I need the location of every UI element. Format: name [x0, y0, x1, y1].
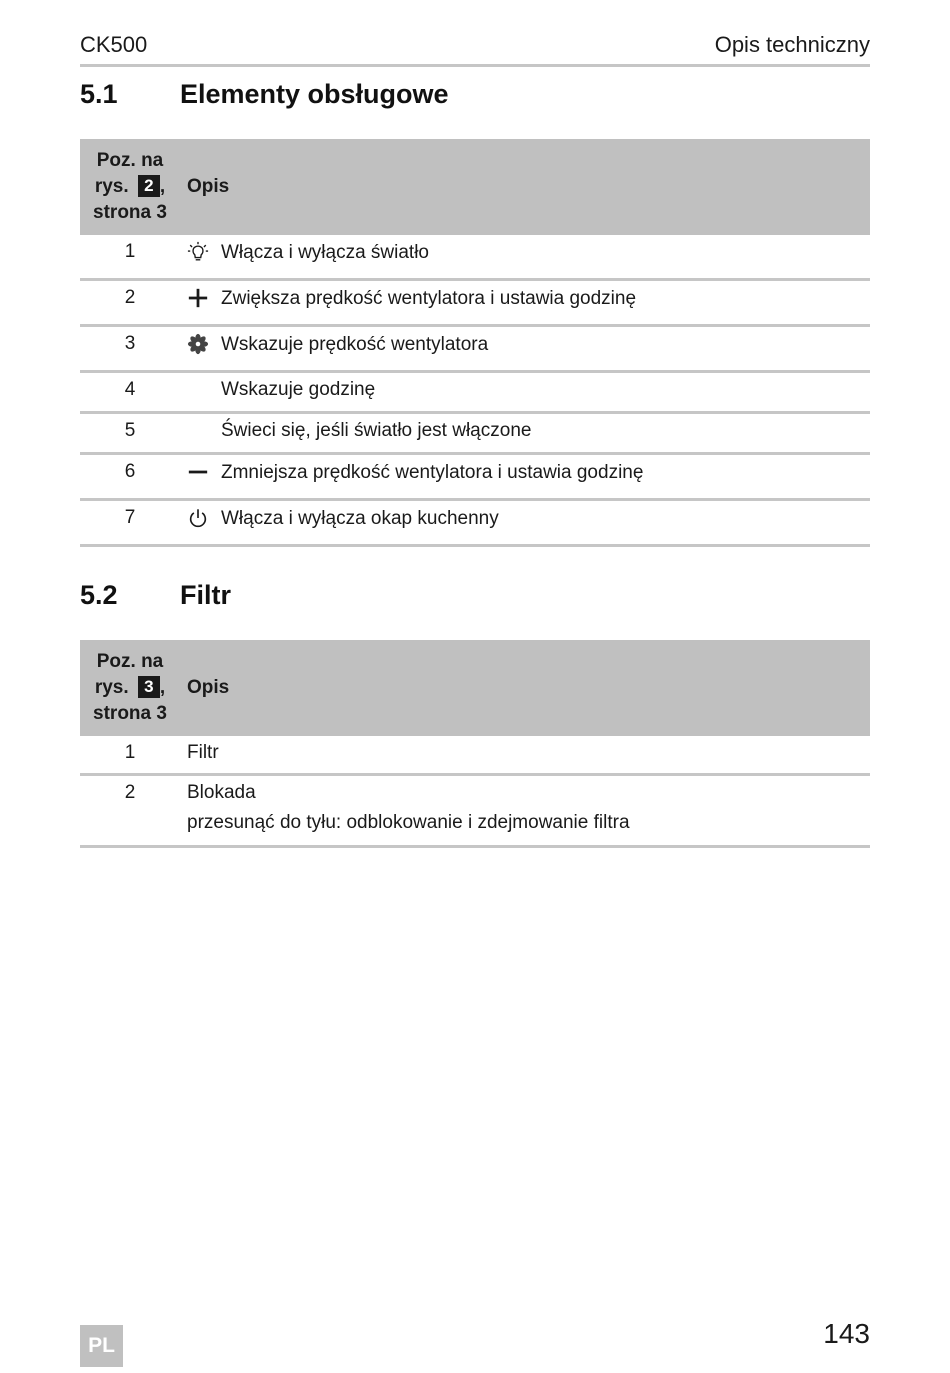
section-title: Filtr: [180, 580, 231, 610]
chapter-title: Opis techniczny: [714, 32, 870, 57]
table-row: [80, 413, 870, 454]
power-icon: [187, 507, 209, 529]
plus-icon: [187, 287, 209, 309]
position-number: 5: [124, 420, 136, 441]
table-header-row: [80, 139, 870, 235]
section-title: Elementy obsługowe: [180, 79, 449, 109]
position-number: 1: [124, 241, 136, 262]
row-description: Włącza i wyłącza światło: [221, 242, 429, 263]
position-number: 3: [124, 333, 136, 354]
minus-icon: [187, 461, 209, 483]
table-header-row: [80, 640, 870, 736]
section-heading-filter: [80, 580, 231, 611]
document-model: CK500: [80, 32, 148, 57]
table-row: [80, 736, 870, 775]
table-row: [80, 326, 870, 372]
position-column-header: Poz. na rys. 3 , strona 3: [80, 640, 180, 736]
description-column-header: Opis: [180, 640, 870, 736]
position-column-header: Poz. na rys. 2 , strona 3: [80, 139, 180, 235]
page-number: 143: [823, 1318, 870, 1349]
table-row: [80, 235, 870, 280]
position-number: 2: [124, 782, 136, 803]
row-description: Zwiększa prędkość wentylatora i ustawia godzinę: [221, 288, 637, 309]
position-number: 7: [124, 507, 136, 528]
position-number: 1: [124, 742, 136, 763]
table-row: [80, 454, 870, 500]
table-row: [80, 280, 870, 326]
filter-table: [80, 640, 870, 848]
description-column-header: Opis: [180, 139, 870, 235]
section-number: 5.2: [80, 580, 118, 610]
page-header: [80, 30, 870, 67]
position-number: 2: [124, 287, 136, 308]
table-row: [80, 372, 870, 413]
light-bulb-icon: [187, 241, 209, 263]
row-description: Wskazuje prędkość wentylatora: [221, 334, 489, 355]
row-description-detail: przesunąć do tyłu: odblokowanie i zdejmowanie filtra: [187, 812, 630, 833]
table-row: [80, 775, 870, 847]
row-description: Włącza i wyłącza okap kuchenny: [221, 508, 499, 529]
figure-reference-badge: 2: [138, 175, 160, 197]
row-description: Zmniejsza prędkość wentylatora i ustawia godzinę: [221, 462, 644, 483]
table-row: [80, 500, 870, 546]
figure-reference-badge: 3: [138, 676, 160, 698]
controls-table: [80, 139, 870, 547]
row-description: Blokada: [187, 782, 256, 803]
fan-icon: [187, 333, 209, 355]
section-heading-controls: [80, 79, 449, 110]
row-description: Wskazuje godzinę: [221, 379, 376, 400]
row-description: Świeci się, jeśli światło jest włączone: [221, 420, 532, 441]
language-badge: PL: [80, 1325, 123, 1367]
position-number: 4: [124, 379, 136, 400]
row-description: Filtr: [187, 742, 219, 763]
position-number: 6: [124, 461, 136, 482]
section-number: 5.1: [80, 79, 118, 109]
